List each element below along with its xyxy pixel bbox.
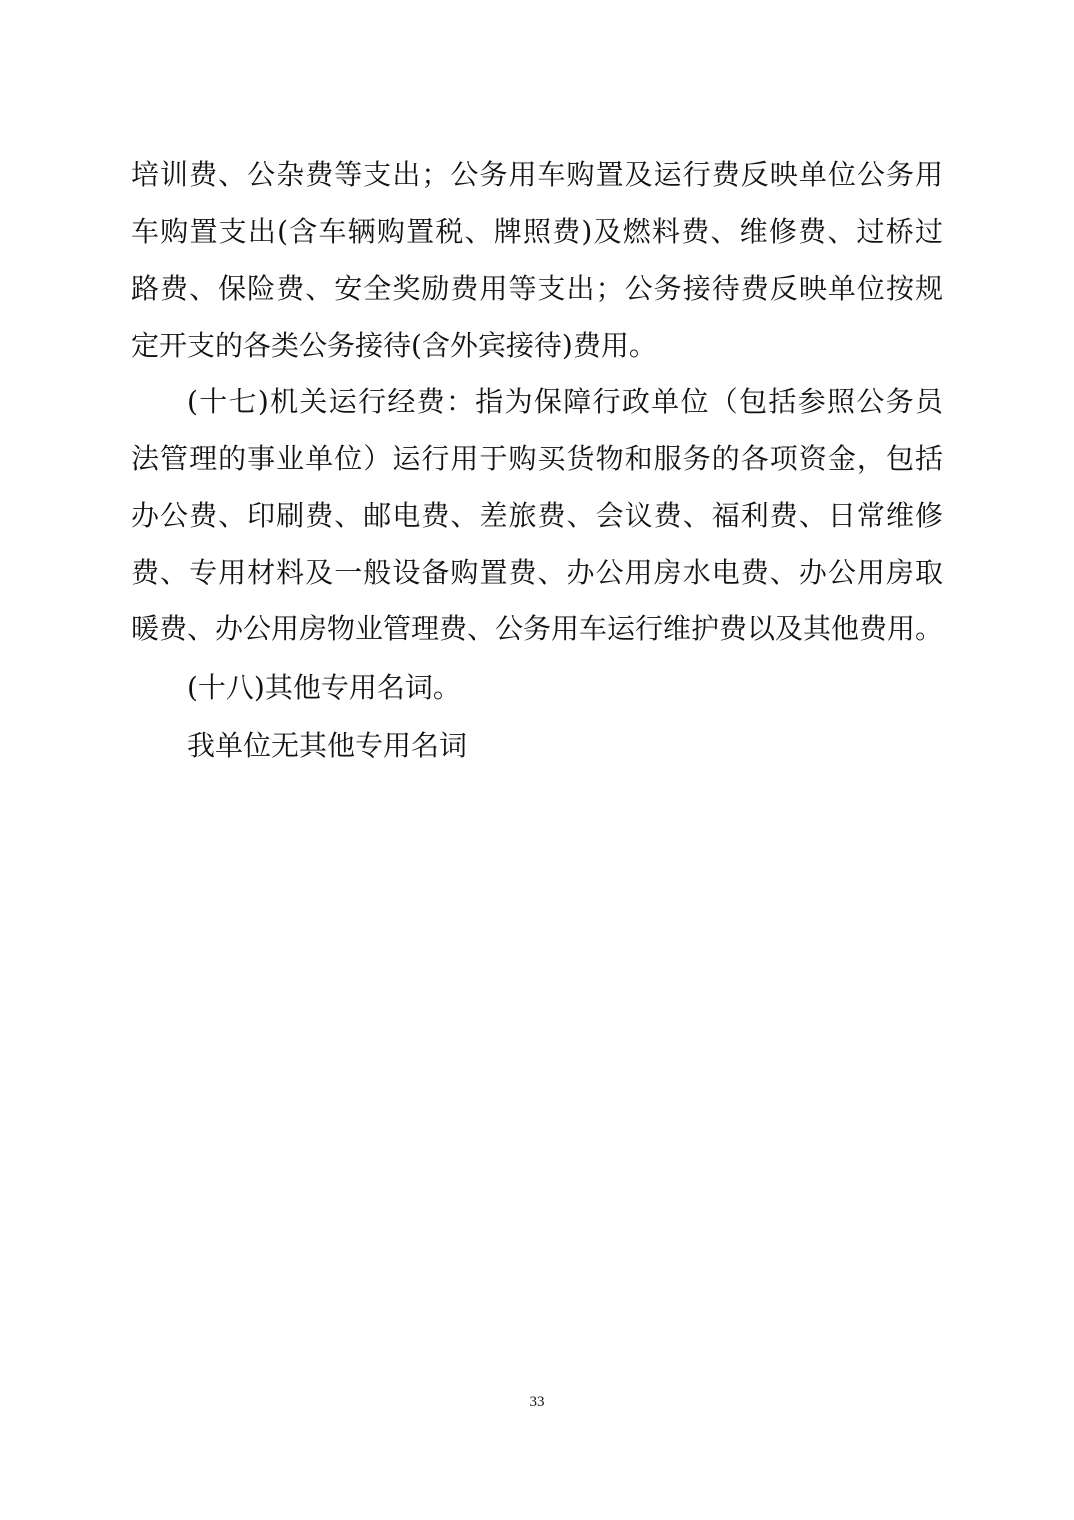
paragraph-18-heading: (十八)其他专用名词。 [187,671,461,704]
text-line-8: 费、专用材料及一般设备购置费、办公用房水电费、办公用房取 [131,556,943,589]
text-line-7: 办公费、印刷费、邮电费、差旅费、会议费、福利费、日常维修 [131,499,943,532]
text-line-4: 定开支的各类公务接待(含外宾接待)费用。 [131,329,657,362]
paragraph-18-body: 我单位无其他专用名词 [187,729,468,762]
text-line-3: 路费、保险费、安全奖励费用等支出；公务接待费反映单位按规 [131,272,943,305]
text-line-2: 车购置支出(含车辆购置税、牌照费)及燃料费、维修费、过桥过 [131,215,943,248]
page-number: 33 [529,1394,545,1410]
text-line-9: 暖费、办公用房物业管理费、公务用车运行维护费以及其他费用。 [131,612,944,645]
paragraph-17-heading-line: (十七)机关运行经费：指为保障行政单位（包括参照公务员 [187,385,943,418]
text-line-1: 培训费、公杂费等支出；公务用车购置及运行费反映单位公务用 [131,158,943,191]
text-line-6: 法管理的事业单位）运行用于购买货物和服务的各项资金，包括 [131,442,943,475]
